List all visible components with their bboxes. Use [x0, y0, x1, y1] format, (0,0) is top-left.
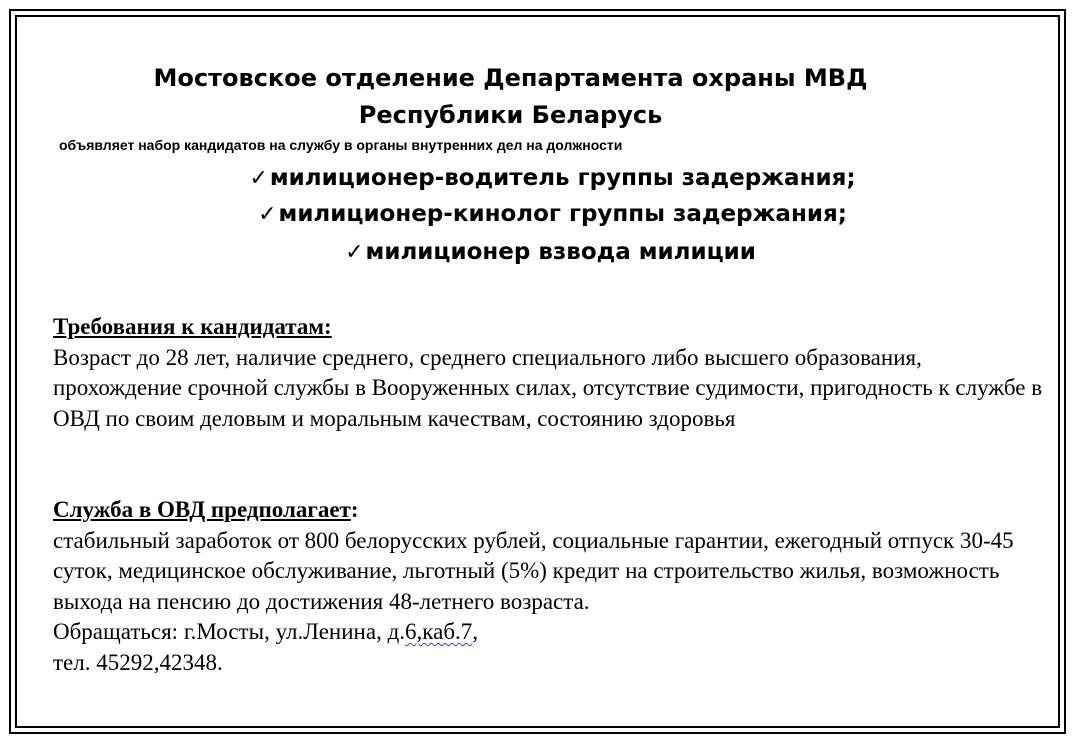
title-line-1: Мостовское отделение Департамента охраны МВД [153, 64, 868, 92]
service-text: стабильный заработок от 800 белорусских рублей, социальные гарантии, ежегодный отпуск 30-45 суток, медицинское обслуживание, льготный (5%) кредит на строительство жилья, возможность выхода на пенсию до достижения 48-летнего возраста. [53, 527, 1014, 614]
contact-phone: тел. 45292,42348. [53, 649, 223, 675]
requirements-section [53, 312, 1043, 434]
position-item [12, 237, 1077, 268]
requirements-text: Возраст до 28 лет, наличие среднего, среднего специального либо высшего образования, прохождение срочной службы в Вооруженных силах, отсутствие судимости, пригодность к службе в ОВД по своим деловым и моральным качествам, состоянию здоровья [53, 344, 1043, 431]
announcement-subtitle: объявляет набор кандидатов на службу в органы внутренних дел на должности [59, 137, 623, 153]
service-heading: Служба в ОВД предполагает [53, 497, 351, 522]
checkmark-icon: ✓ [258, 202, 277, 227]
contact-address-prefix: Обращаться: г.Мосты, ул.Ленина, д. [53, 619, 406, 644]
requirements-heading: Требования к кандидатам: [53, 314, 332, 339]
position-item [14, 163, 1077, 194]
position-item [14, 199, 1077, 230]
title-line-2: Республики Беларусь [358, 101, 663, 129]
position-label: милиционер-водитель группы задержания; [269, 165, 856, 191]
contact-address [53, 617, 1043, 648]
spellcheck-flagged-text: 6,каб.7 [405, 619, 473, 644]
service-heading-colon: : [350, 497, 359, 522]
checkmark-icon: ✓ [249, 166, 268, 191]
position-label: милиционер-кинолог группы задержания; [278, 201, 847, 227]
position-label: милиционер взвода милиции [365, 239, 756, 265]
service-section [53, 495, 1043, 678]
checkmark-icon: ✓ [345, 240, 364, 265]
contact-address-suffix: , [472, 619, 479, 644]
